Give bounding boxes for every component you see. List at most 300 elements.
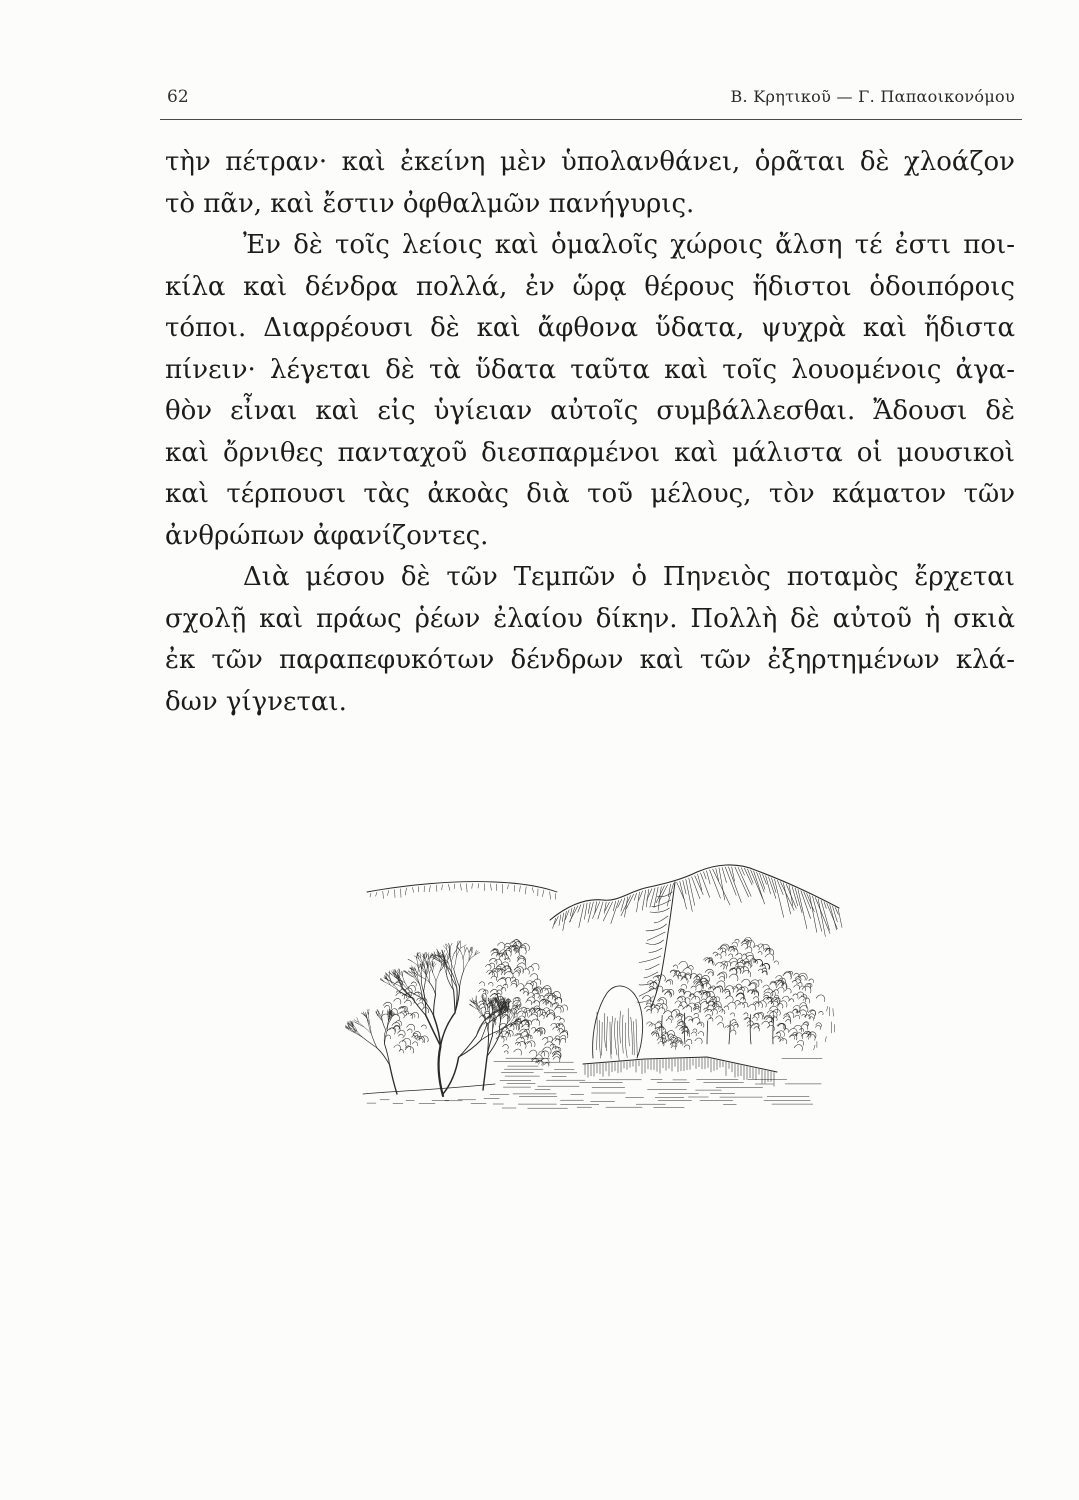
- ink-stroke: [520, 989, 524, 992]
- ink-stroke: [516, 1037, 525, 1044]
- ink-stroke: [679, 961, 688, 968]
- paragraph: [165, 142, 1015, 225]
- ink-stroke: [390, 1065, 397, 1094]
- ink-stroke: [732, 942, 738, 946]
- ink-stroke: [715, 954, 721, 959]
- ink-stroke: [377, 1010, 380, 1014]
- ink-stroke: [467, 948, 469, 953]
- ink-stroke: [694, 1013, 699, 1017]
- ink-stroke: [681, 984, 686, 988]
- ink-stroke: [776, 1032, 781, 1035]
- ink-stroke: [508, 1014, 514, 1023]
- ink-stroke: [480, 1015, 486, 1020]
- ink-stroke: [789, 885, 793, 905]
- ink-stroke: [636, 1019, 637, 1057]
- ink-stroke: [551, 1023, 557, 1028]
- ink-stroke: [434, 1016, 441, 1046]
- ink-stroke: [783, 1016, 790, 1022]
- ink-stroke: [646, 940, 664, 945]
- ink-stroke: [734, 1024, 738, 1027]
- ink-stroke: [795, 1015, 800, 1019]
- ink-stroke: [729, 974, 738, 981]
- ink-stroke: [808, 1032, 816, 1038]
- ink-stroke: [560, 1038, 565, 1042]
- ink-stroke: [736, 953, 742, 958]
- ink-stroke: [487, 1034, 488, 1056]
- ink-stroke: [404, 1000, 411, 1006]
- header-rule: [160, 119, 1022, 120]
- text-line: καὶ ὄρνιθες πανταχοῦ διεσπαρμένοι καὶ μάλιστα οἱ μουσικοὶ: [165, 437, 1015, 468]
- ink-stroke: [370, 893, 371, 897]
- ink-stroke: [809, 1017, 814, 1021]
- ink-stroke: [556, 997, 562, 1002]
- ink-stroke: [698, 874, 702, 890]
- ink-stroke: [815, 1025, 820, 1029]
- ink-stroke: [529, 1014, 538, 1021]
- ink-stroke: [443, 950, 445, 955]
- text-line: θὸν εἶναι καὶ εἰς ὑγίειαν αὐτοῖς συμβάλλεσθαι. Ἄδουσι δὲ: [165, 396, 1015, 426]
- ink-stroke: [459, 1040, 481, 1057]
- ink-stroke: [646, 924, 667, 931]
- ink-stroke: [405, 888, 406, 895]
- ink-stroke: [355, 1022, 359, 1024]
- ink-stroke: [683, 968, 692, 975]
- ink-stroke: [750, 1015, 751, 1044]
- ink-stroke: [774, 961, 778, 964]
- ink-stroke: [771, 991, 775, 994]
- ink-stroke: [672, 1009, 680, 1015]
- text-line: Διὰ μέσου δὲ τῶν Τεμπῶν ὁ Πηνειὸς ποταμὸς ἔρχεται: [243, 562, 1015, 592]
- ink-stroke: [525, 887, 526, 894]
- body-text: [165, 142, 1015, 723]
- ink-stroke: [463, 959, 464, 971]
- ink-stroke: [684, 1013, 685, 1044]
- ink-stroke: [799, 986, 805, 991]
- ink-stroke: [809, 979, 814, 983]
- ink-stroke: [631, 1017, 633, 1054]
- ink-stroke: [490, 884, 491, 891]
- ink-stroke: [611, 1016, 612, 1054]
- ink-stroke: [421, 1025, 426, 1029]
- ink-stroke: [407, 1029, 412, 1033]
- ink-stroke: [704, 872, 707, 879]
- ink-stroke: [610, 1022, 611, 1059]
- ink-stroke: [531, 963, 539, 969]
- ink-stroke: [559, 1018, 564, 1022]
- ink-stroke: [708, 960, 712, 963]
- ink-stroke: [400, 1007, 405, 1011]
- ink-stroke: [466, 884, 467, 892]
- ink-stroke: [758, 969, 762, 972]
- ink-stroke: [765, 954, 773, 961]
- paragraph: [165, 225, 1015, 557]
- ink-stroke: [695, 1038, 702, 1044]
- landscape-illustration: [345, 858, 845, 1128]
- ink-stroke: [835, 908, 838, 915]
- ink-stroke: [533, 1001, 540, 1006]
- ink-stroke: [465, 947, 467, 952]
- ink-stroke: [692, 877, 700, 899]
- ink-stroke: [557, 1024, 565, 1030]
- ink-stroke: [578, 905, 581, 913]
- ink-stroke: [819, 1011, 824, 1014]
- ink-stroke: [655, 1023, 661, 1028]
- ink-stroke: [666, 979, 672, 984]
- ink-stroke: [625, 1023, 627, 1058]
- ink-stroke: [647, 932, 665, 940]
- ink-stroke: [412, 961, 417, 965]
- ink-stroke: [816, 1023, 821, 1027]
- ink-stroke: [430, 983, 436, 995]
- ink-stroke: [802, 986, 811, 993]
- ink-stroke: [713, 869, 730, 905]
- ink-stroke: [503, 1045, 509, 1049]
- ink-stroke: [645, 964, 659, 970]
- ink-stroke: [469, 953, 472, 961]
- ink-stroke: [481, 1009, 485, 1019]
- text-line: τόποι. Διαρρέουσι δὲ καὶ ἄφθονα ὕδατα, ψυχρὰ καὶ ἥδιστα: [165, 313, 1015, 343]
- ink-stroke: [678, 1041, 683, 1045]
- ink-stroke: [730, 1013, 734, 1016]
- ink-stroke: [634, 893, 636, 900]
- ink-stroke: [686, 879, 693, 911]
- ink-stroke: [659, 885, 668, 902]
- ink-stroke: [680, 1002, 688, 1008]
- ink-stroke: [384, 1005, 389, 1009]
- ink-stroke: [434, 964, 437, 967]
- ink-stroke: [416, 1036, 425, 1043]
- ink-stroke: [414, 956, 419, 959]
- ink-stroke: [556, 1016, 560, 1019]
- ink-drawing: [345, 865, 842, 1108]
- ink-stroke: [675, 1015, 681, 1020]
- ink-stroke: [671, 1046, 676, 1050]
- ink-stroke: [662, 1015, 663, 1044]
- ink-stroke: [534, 1008, 542, 1014]
- ink-stroke: [792, 887, 798, 906]
- ink-stroke: [732, 986, 738, 991]
- ink-stroke: [426, 974, 430, 982]
- ink-stroke: [838, 909, 842, 928]
- ink-stroke: [814, 1045, 815, 1050]
- ink-stroke: [738, 867, 751, 896]
- text-line: ἀνθρώπων ἀφανίζοντες.: [165, 520, 489, 551]
- ink-stroke: [524, 1029, 529, 1033]
- ink-stroke: [481, 1031, 498, 1040]
- ink-stroke: [489, 963, 495, 967]
- ink-stroke: [827, 1006, 828, 1011]
- ink-stroke: [647, 889, 652, 901]
- ink-stroke: [639, 988, 655, 996]
- ink-stroke: [399, 1050, 403, 1053]
- ink-stroke: [445, 953, 447, 958]
- ink-stroke: [666, 1019, 671, 1023]
- ink-stroke: [649, 948, 662, 952]
- ink-stroke: [429, 886, 430, 892]
- ink-stroke: [746, 947, 752, 952]
- ink-stroke: [356, 1032, 365, 1039]
- ink-stroke: [506, 977, 511, 981]
- ink-stroke: [559, 915, 561, 926]
- ink-stroke: [588, 902, 590, 913]
- trees-right: [642, 937, 834, 1051]
- ink-stroke: [380, 980, 384, 982]
- ink-stroke: [558, 1029, 564, 1033]
- ink-stroke: [561, 1005, 568, 1010]
- ink-stroke: [718, 1023, 724, 1028]
- ink-stroke: [555, 1047, 560, 1051]
- ink-stroke: [464, 961, 469, 971]
- ink-stroke: [550, 892, 551, 900]
- ink-stroke: [790, 999, 794, 1002]
- ink-stroke: [754, 946, 760, 950]
- ink-stroke: [523, 1036, 528, 1040]
- text-line: καὶ τέρπουσι τὰς ἀκοὰς διὰ τοῦ μέλους, τὸν κάματον τῶν: [165, 479, 1015, 509]
- ink-stroke: [659, 1000, 664, 1004]
- ink-stroke: [740, 998, 745, 1002]
- ink-stroke: [454, 990, 455, 1013]
- ink-stroke: [514, 1049, 522, 1055]
- ink-stroke: [707, 1021, 708, 1044]
- ink-stroke: [517, 1034, 521, 1037]
- ink-stroke: [694, 1008, 700, 1012]
- ink-stroke: [488, 982, 493, 986]
- ink-stroke: [602, 1022, 603, 1055]
- ink-stroke: [532, 1058, 537, 1062]
- text-line: ἐκ τῶν παραπεφυκότων δένδρων καὶ τῶν ἐξηρτημένων κλά-: [165, 645, 1015, 675]
- ink-stroke: [751, 870, 763, 898]
- ink-stroke: [461, 945, 467, 948]
- ink-stroke: [394, 1045, 401, 1050]
- ink-stroke: [520, 886, 521, 892]
- ink-stroke: [461, 951, 464, 959]
- ink-stroke: [554, 997, 561, 1003]
- ink-stroke: [417, 958, 418, 966]
- ink-stroke: [495, 959, 502, 964]
- paragraph: [165, 557, 1015, 723]
- ink-stroke: [743, 954, 747, 957]
- ink-stroke: [553, 918, 556, 928]
- ink-stroke: [708, 961, 714, 966]
- ink-stroke: [736, 984, 742, 989]
- ink-stroke: [717, 973, 724, 979]
- text-line: κίλα καὶ δένδρα πολλά, ἐν ὥρᾳ θέρους ἥδιστοι ὁδοιπόροις: [165, 271, 1015, 302]
- ink-stroke: [408, 985, 416, 991]
- ink-stroke: [515, 952, 519, 955]
- ink-stroke: [730, 1030, 736, 1034]
- ink-stroke: [473, 1007, 479, 1010]
- ink-stroke: [707, 871, 711, 884]
- ink-stroke: [735, 867, 749, 897]
- ink-stroke: [639, 956, 661, 963]
- ink-stroke: [715, 962, 724, 969]
- ink-stroke: [420, 1036, 428, 1042]
- ink-stroke: [414, 1036, 420, 1041]
- ink-stroke: [562, 913, 563, 922]
- page-number: 62: [167, 87, 189, 107]
- ink-stroke: [778, 1023, 786, 1029]
- ink-stroke: [633, 1022, 634, 1056]
- ink-stroke: [434, 995, 436, 1016]
- ink-stroke: [489, 971, 497, 978]
- ink-stroke: [794, 985, 800, 990]
- ink-stroke: [642, 890, 646, 910]
- ink-stroke: [385, 1044, 390, 1065]
- ink-stroke: [543, 1038, 548, 1042]
- ink-stroke: [472, 884, 473, 889]
- ink-stroke: [555, 1006, 564, 1013]
- ink-stroke: [651, 1008, 658, 1013]
- ink-stroke: [748, 983, 756, 989]
- ink-stroke: [683, 880, 686, 894]
- ink-stroke: [618, 899, 622, 907]
- ink-stroke: [747, 1025, 751, 1028]
- ink-stroke: [414, 977, 420, 985]
- ink-stroke: [761, 944, 770, 951]
- ink-stroke: [691, 986, 696, 990]
- mountains: [367, 865, 842, 1008]
- ink-stroke: [528, 967, 534, 971]
- ink-stroke: [684, 1006, 692, 1012]
- text-line: σχολῇ καὶ πράως ῥέων ἐλαίου δίκην. Πολλὴ δὲ αὐτοῦ ἡ σκιὰ: [165, 603, 1015, 634]
- ink-stroke: [424, 992, 426, 1016]
- ink-stroke: [659, 1004, 667, 1010]
- ink-stroke: [693, 1029, 697, 1032]
- ink-stroke: [514, 979, 519, 983]
- ink-stroke: [491, 976, 497, 980]
- ink-stroke: [387, 1028, 395, 1034]
- ink-stroke: [543, 1047, 552, 1054]
- ink-stroke: [613, 901, 615, 911]
- ink-stroke: [504, 1051, 508, 1054]
- ink-stroke: [773, 1009, 781, 1015]
- ink-stroke: [753, 997, 758, 1001]
- text-line: πίνειν· λέγεται δὲ τὰ ὕδατα ταῦτα καὶ τοῖς λουομένοις ἀγα-: [165, 354, 1015, 385]
- ink-stroke: [615, 1018, 617, 1055]
- ink-stroke: [454, 957, 457, 970]
- ink-stroke: [810, 895, 817, 933]
- ink-stroke: [513, 971, 519, 976]
- ink-stroke: [724, 1006, 729, 1010]
- ink-stroke: [386, 1035, 391, 1039]
- ink-stroke: [394, 998, 401, 1004]
- ink-stroke: [550, 1044, 555, 1048]
- ink-stroke: [399, 1034, 404, 1038]
- ink-stroke: [550, 865, 839, 920]
- ink-stroke: [784, 1029, 789, 1033]
- ink-stroke: [549, 993, 555, 998]
- ink-stroke: [637, 892, 640, 912]
- ink-stroke: [539, 1015, 544, 1019]
- ink-stroke: [726, 996, 734, 1002]
- ink-stroke: [762, 1021, 770, 1027]
- ink-stroke: [534, 1030, 541, 1035]
- ink-stroke: [753, 1017, 758, 1021]
- ink-stroke: [799, 996, 806, 1002]
- ink-stroke: [485, 1019, 488, 1035]
- ink-stroke: [570, 908, 572, 916]
- ink-stroke: [451, 954, 454, 962]
- ink-stroke: [714, 987, 721, 992]
- ink-stroke: [460, 884, 461, 891]
- ink-stroke: [647, 1010, 652, 1014]
- ink-stroke: [676, 1025, 684, 1031]
- ink-stroke: [713, 952, 718, 956]
- ink-stroke: [433, 973, 436, 981]
- ink-stroke: [794, 1045, 802, 1051]
- ink-stroke: [807, 893, 815, 912]
- ink-stroke: [794, 973, 799, 977]
- text-line: τὴν πέτραν· καὶ ἐκείνη μὲν ὑπολανθάνει, ὁρᾶται δὲ χλοάζον: [165, 147, 1015, 177]
- ink-stroke: [450, 943, 452, 949]
- ink-stroke: [389, 971, 390, 976]
- ink-stroke: [388, 890, 389, 895]
- ink-stroke: [508, 885, 509, 889]
- ink-stroke: [604, 1013, 605, 1047]
- ink-stroke: [442, 885, 443, 890]
- ink-stroke: [729, 954, 733, 957]
- rock-outcrop: [593, 986, 643, 1061]
- ink-stroke: [645, 1006, 652, 1012]
- ink-stroke: [656, 886, 664, 903]
- ink-stroke: [705, 958, 713, 964]
- ink-stroke: [607, 1017, 608, 1051]
- ink-stroke: [553, 1003, 557, 1006]
- text-line: τὸ πᾶν, καὶ ἔστιν ὀφθαλμῶν πανήγυρις.: [165, 188, 695, 219]
- ink-stroke: [647, 981, 654, 986]
- ink-stroke: [537, 1061, 542, 1065]
- ink-stroke: [408, 959, 412, 961]
- ink-stroke: [708, 972, 713, 976]
- ink-stroke: [441, 1013, 456, 1046]
- ink-stroke: [433, 967, 434, 973]
- ink-stroke: [531, 1019, 539, 1025]
- ink-stroke: [673, 965, 677, 968]
- ink-stroke: [486, 964, 492, 968]
- ink-stroke: [364, 1027, 371, 1034]
- ink-stroke: [657, 1027, 666, 1034]
- ink-stroke: [654, 916, 668, 923]
- ink-stroke: [376, 892, 377, 896]
- ink-stroke: [773, 1015, 774, 1044]
- ink-stroke: [722, 867, 726, 882]
- ink-stroke: [833, 1009, 834, 1017]
- ink-stroke: [599, 1020, 600, 1058]
- ink-stroke: [463, 952, 465, 959]
- ink-stroke: [554, 1002, 558, 1005]
- ink-stroke: [479, 982, 484, 986]
- ink-stroke: [744, 1013, 748, 1016]
- ink-stroke: [422, 958, 424, 965]
- ink-stroke: [729, 867, 742, 903]
- ink-stroke: [529, 1050, 537, 1056]
- ink-stroke: [758, 951, 762, 954]
- ink-stroke: [367, 882, 557, 892]
- ink-stroke: [748, 1004, 755, 1010]
- ink-stroke: [738, 1003, 745, 1008]
- ink-stroke: [628, 1009, 629, 1046]
- river-water: [490, 1057, 822, 1108]
- ink-stroke: [721, 952, 726, 956]
- ink-stroke: [390, 985, 398, 991]
- ink-stroke: [460, 971, 464, 987]
- ink-stroke: [678, 1006, 683, 1010]
- ink-stroke: [618, 1021, 619, 1061]
- ink-stroke: [436, 981, 437, 995]
- ink-stroke: [511, 983, 516, 987]
- ink-stroke: [691, 1032, 696, 1036]
- ink-stroke: [494, 969, 502, 975]
